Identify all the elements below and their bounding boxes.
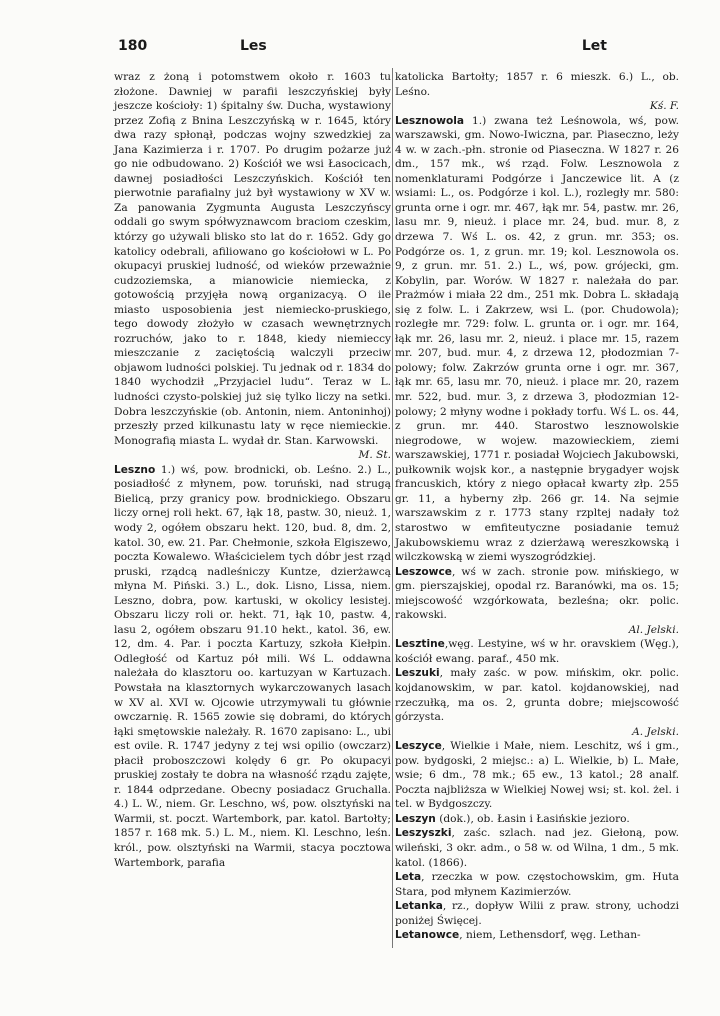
entry-text: ,węg. Lestyine, wś w hr. oravskiem (Węg.), kościół ewang. paraf., 450 mk. xyxy=(395,638,679,665)
entry-text: , rz., dopływ Wilii z praw. strony, uchodzi poniżej Święcej. xyxy=(395,900,679,927)
entry-headword: Leszyszki xyxy=(395,827,452,840)
page-number: 180 xyxy=(118,38,148,54)
running-head-left: Les xyxy=(240,38,267,54)
entry-text: wraz z żoną i potomstwem około r. 1603 tu złożone. Dawniej w parafii leszczyńskiej były jeszcze kościoły: 1) śpitalny św. Ducha, wystawiony przez Zofią z Bnina Leszczyńską w r. 1645, który dwa razy spłonął, podczas wojny szwedzkiej za Jana Kazimierza i r. 1707. Po drugim pożarze już go nie odbudowano. 2) Kościół we wsi Łasocicach, dawnej posiadłości Leszczyńskich. Kościół ten pierwotnie parafialny już był wystawiony w XV w. Za panowania Zygmunta Augusta Leszczyńscy oddali go swym spółwyznawcom braciom czeskim, którzy go używali blisko sto lat do r. 1652. Gdy go katolicy odebrali, afiliowano go kościołowi w L. Po okupacyi pruskiej ludność, od wieków przeważnie cudzoziemska, a mianowicie niemiecka, z gotowością przyjęła nową organizacyą. O ile miasto usposobienia jest niemiecko-pruskiego, tego dowody złożyło w czasach wewnętrznych rozruchów, jako to r. 1848, kiedy niemieccy mieszczanie z zaciętością walczyli przeciw objawom ludności polskiej. Tu jednak od r. 1834 do 1840 wychodził „Przyjaciel ludu“. Teraz w L. ludności czysto-polskiej już się tylko liczy na setki. Dobra leszczyńskie (ob. Antonin, niem. Antoninhoj) przeszły przed kilkunastu laty w ręce niemieckie. Monografią miasta L. wydał dr. Stan. Karwowski. xyxy=(114,71,391,447)
left-column xyxy=(114,70,391,870)
page-header xyxy=(118,38,607,58)
entry-letanka xyxy=(395,899,679,928)
entry-text: 1.) zwana też Leśnowola, wś, pow. warszawski, gm. Nowo-Iwiczna, par. Piaseczno, leży 4 w. w zach.-płn. stronie od Piaseczna. W 1827 r. 26 dm., 157 mk., wś rząd. Folw. Lesznowola z nomenklaturami Podgórze i Janczewice lit. A (z wsiami: L., os. Podgórze i kol. L.), rozległy mr. 580: grunta orne i ogr. mr. 467, łąk mr. 54, pastw. mr. 26, lasu mr. 9, nieuż. i place mr. 24, bud. mur. 8, z drzewa 7. Wś L. os. 42, z grun. mr. 353; os. Podgórze os. 1, z grun. mr. 19; kol. Lesznowola os. 9, z grun. mr. 51. 2.) L., wś, pow. grójecki, gm. Kobylin, par. Worów. W 1827 r. należała do par. Prażmów i miała 22 dm., 251 mk. Dobra L. składają się z folw. L. i Zakrzew, wsi L. (por. Chudowola); rozległe mr. 729: folw. L. grunta or. i ogr. mr. 164, łąk mr. 26, lasu mr. 2, nieuż. i place mr. 15, razem mr. 207, bud. mur. 4, z drzewa 12, płodozmian 7-polowy; folw. Zakrzów grunta orne i ogr. mr. 367, łąk mr. 65, lasu mr. 70, nieuż. i place mr. 20, razem mr. 522, bud. mur. 3, z drzewa 3, płodozmian 12-polowy; 2 młyny wodne i pokłady torfu. Wś L. os. 44, z grun. mr. 440. Starostwo lesznowolskie niegrodowe, w wojew. mazowieckiem, ziemi warszawskiej, 1771 r. posiadał Wojciech Jakubowski, pułkownik wojsk kor., a następnie brygadyer wojsk francuskich, który z niego opłacał kwarty złp. 255 gr. 11, a hyberny złp. 266 gr. 14. Na sejmie warszawskim z r. 1773 stany rzpltej nadały toż starostwo w emfiteutyczne posiadanie temuż Jakubowskiemu wraz z dzierżawą wereszkowską i wilczkowską w ziemi wyszogródzkiej. xyxy=(395,114,679,564)
entry-lesztine xyxy=(395,637,679,666)
entry-leszyce xyxy=(395,739,679,812)
entry-text: , mały zaśc. w pow. mińskim, okr. polic. kojdanowskim, w par. katol. kojdanowskiej, nad rzeczułką, ma os. 2, grunta dobre; miejscowość górzysta. xyxy=(395,667,679,724)
entry-signature: A. Jelski. xyxy=(632,725,679,738)
entry-headword: Leszuki xyxy=(395,667,440,680)
entry-text: , zaśc. szlach. nad jez. Giełoną, pow. wileński, 3 okr. adm., o 58 w. od Wilna, 1 dm., 5 mk. katol. (1866). xyxy=(395,827,679,869)
entry-headword: Lesznowola xyxy=(395,114,465,127)
entry-headword: Leszowce xyxy=(395,565,452,578)
entry-continuation xyxy=(114,70,391,448)
entry-leszyszki xyxy=(395,826,679,870)
entry-leszno xyxy=(114,463,391,870)
entry-text: , wś w zach. stronie pow. mińskiego, w gm. pierszajskiej, opodal rz. Baranówki, ma os. 15; miejscowość wzgórkowata, bezleśna; okr. polic. rakowski. xyxy=(395,565,679,622)
entry-text: katolicka Bartołty; 1857 r. 6 mieszk. 6.) L., ob. Leśno. xyxy=(395,71,679,98)
entry-headword: Letanowce xyxy=(395,929,460,942)
entry-headword: Leszyn xyxy=(395,812,436,825)
entry-leszyn xyxy=(395,812,679,827)
entry-text: (dok.), ob. Łasin i Łasińskie jezioro. xyxy=(435,812,630,825)
entry-lesznowola xyxy=(395,114,679,565)
entry-headword: Letanka xyxy=(395,900,443,913)
entry-text: , rzeczka w pow. częstochowskim, gm. Huta Stara, pod młynem Kazimierzów. xyxy=(395,871,679,898)
column-divider xyxy=(392,68,393,948)
running-head-right: Let xyxy=(581,38,607,54)
entry-signature: Kś. F. xyxy=(649,100,679,113)
entry-text: , niem, Lethensdorf, węg. Lethan- xyxy=(459,929,641,942)
entry-headword: Leta xyxy=(395,871,422,884)
entry-text: 1.) wś, pow. brodnicki, ob. Leśno. 2.) L., posiadłość z młynem, pow. toruński, nad strugą Bielicą, przy granicy pow. brodnickiego. Obszaru liczy ornej roli hekt. 67, łąk 18, pastw. 30, nieuż. 1, wody 2, ogółem obszaru hekt. 120, bud. 8, dm. 2, katol. 30, ew. 21. Par. Chełmonie, szkoła Elgiszewo, poczta Kowalewo. Właścicielem tych dóbr jest rząd pruski, rządcą nadleśniczy Kuntze, dzierżawcą młyna M. Piński. 3.) L., dok. Lisno, Lissa, niem. Leszno, dobra, pow. kartuski, w okolicy lesistej. Obszaru liczy roli or. hekt. 71, łąk 10, pastw. 4, lasu 2, ogółem obszaru 91.10 hekt., katol. 36, ew. 12, dm. 4. Par. i poczta Kartuzy, szkoła Kiełpin. Odległość od Kartuz pół mili. Wś L. oddawna należała do klasztoru oo. kartuzyan w Kartuzach. Powstała na klasztornych wykarczowanych lasach w XV al. XVI w. Ojcowie utrzymywali tu głównie owczarnię. R. 1565 zowie się dobrami, do których łąki smętowskie należały. R. 1670 zapisano: L., ubi est ovile. R. 1747 jedyny z tej wsi opilio (owczarz) płacił proboszczowi kolędy 6 gr. Po okupacyi pruskiej zostały te dobra na własność rządu zajęte, r. 1844 odprzedane. Obecny posiadacz Gruchalla. 4.) L. W., niem. Gr. Leschno, wś, pow. olsztyński na Warmii, st. poczt. Wartembork, par. katol. Bartołty; 1857 r. 168 mk. 5.) L. M., niem. Kl. Leschno, leśn. król., pow. olsztyński na Warmii, stacya pocztowa Wartembork, parafia xyxy=(114,463,391,869)
entry-leta xyxy=(395,870,679,899)
entry-leszowce xyxy=(395,565,679,623)
entry-leszuki xyxy=(395,666,679,724)
entry-continuation xyxy=(395,70,679,99)
entry-headword: Leszyce xyxy=(395,740,442,753)
right-column xyxy=(395,70,679,943)
entry-headword: Lesztine xyxy=(395,638,445,651)
entry-headword: Leszno xyxy=(114,463,156,476)
entry-letanowce xyxy=(395,928,679,943)
entry-signature: Al. Jelski. xyxy=(628,623,679,636)
entry-signature: M. St. xyxy=(358,449,391,462)
entry-text: , Wielkie i Małe, niem. Leschitz, wś i gm., pow. bydgoski, 2 miejsc.: a) L. Wielkie, b) L. Małe, wsie; 6 dm., 78 mk.; 65 ew., 13 katol.; 28 analf. Poczta najbliższa w Wielkiej Nowej wsi; st. kol. żel. i tel. w Bydgoszczy. xyxy=(395,740,679,811)
